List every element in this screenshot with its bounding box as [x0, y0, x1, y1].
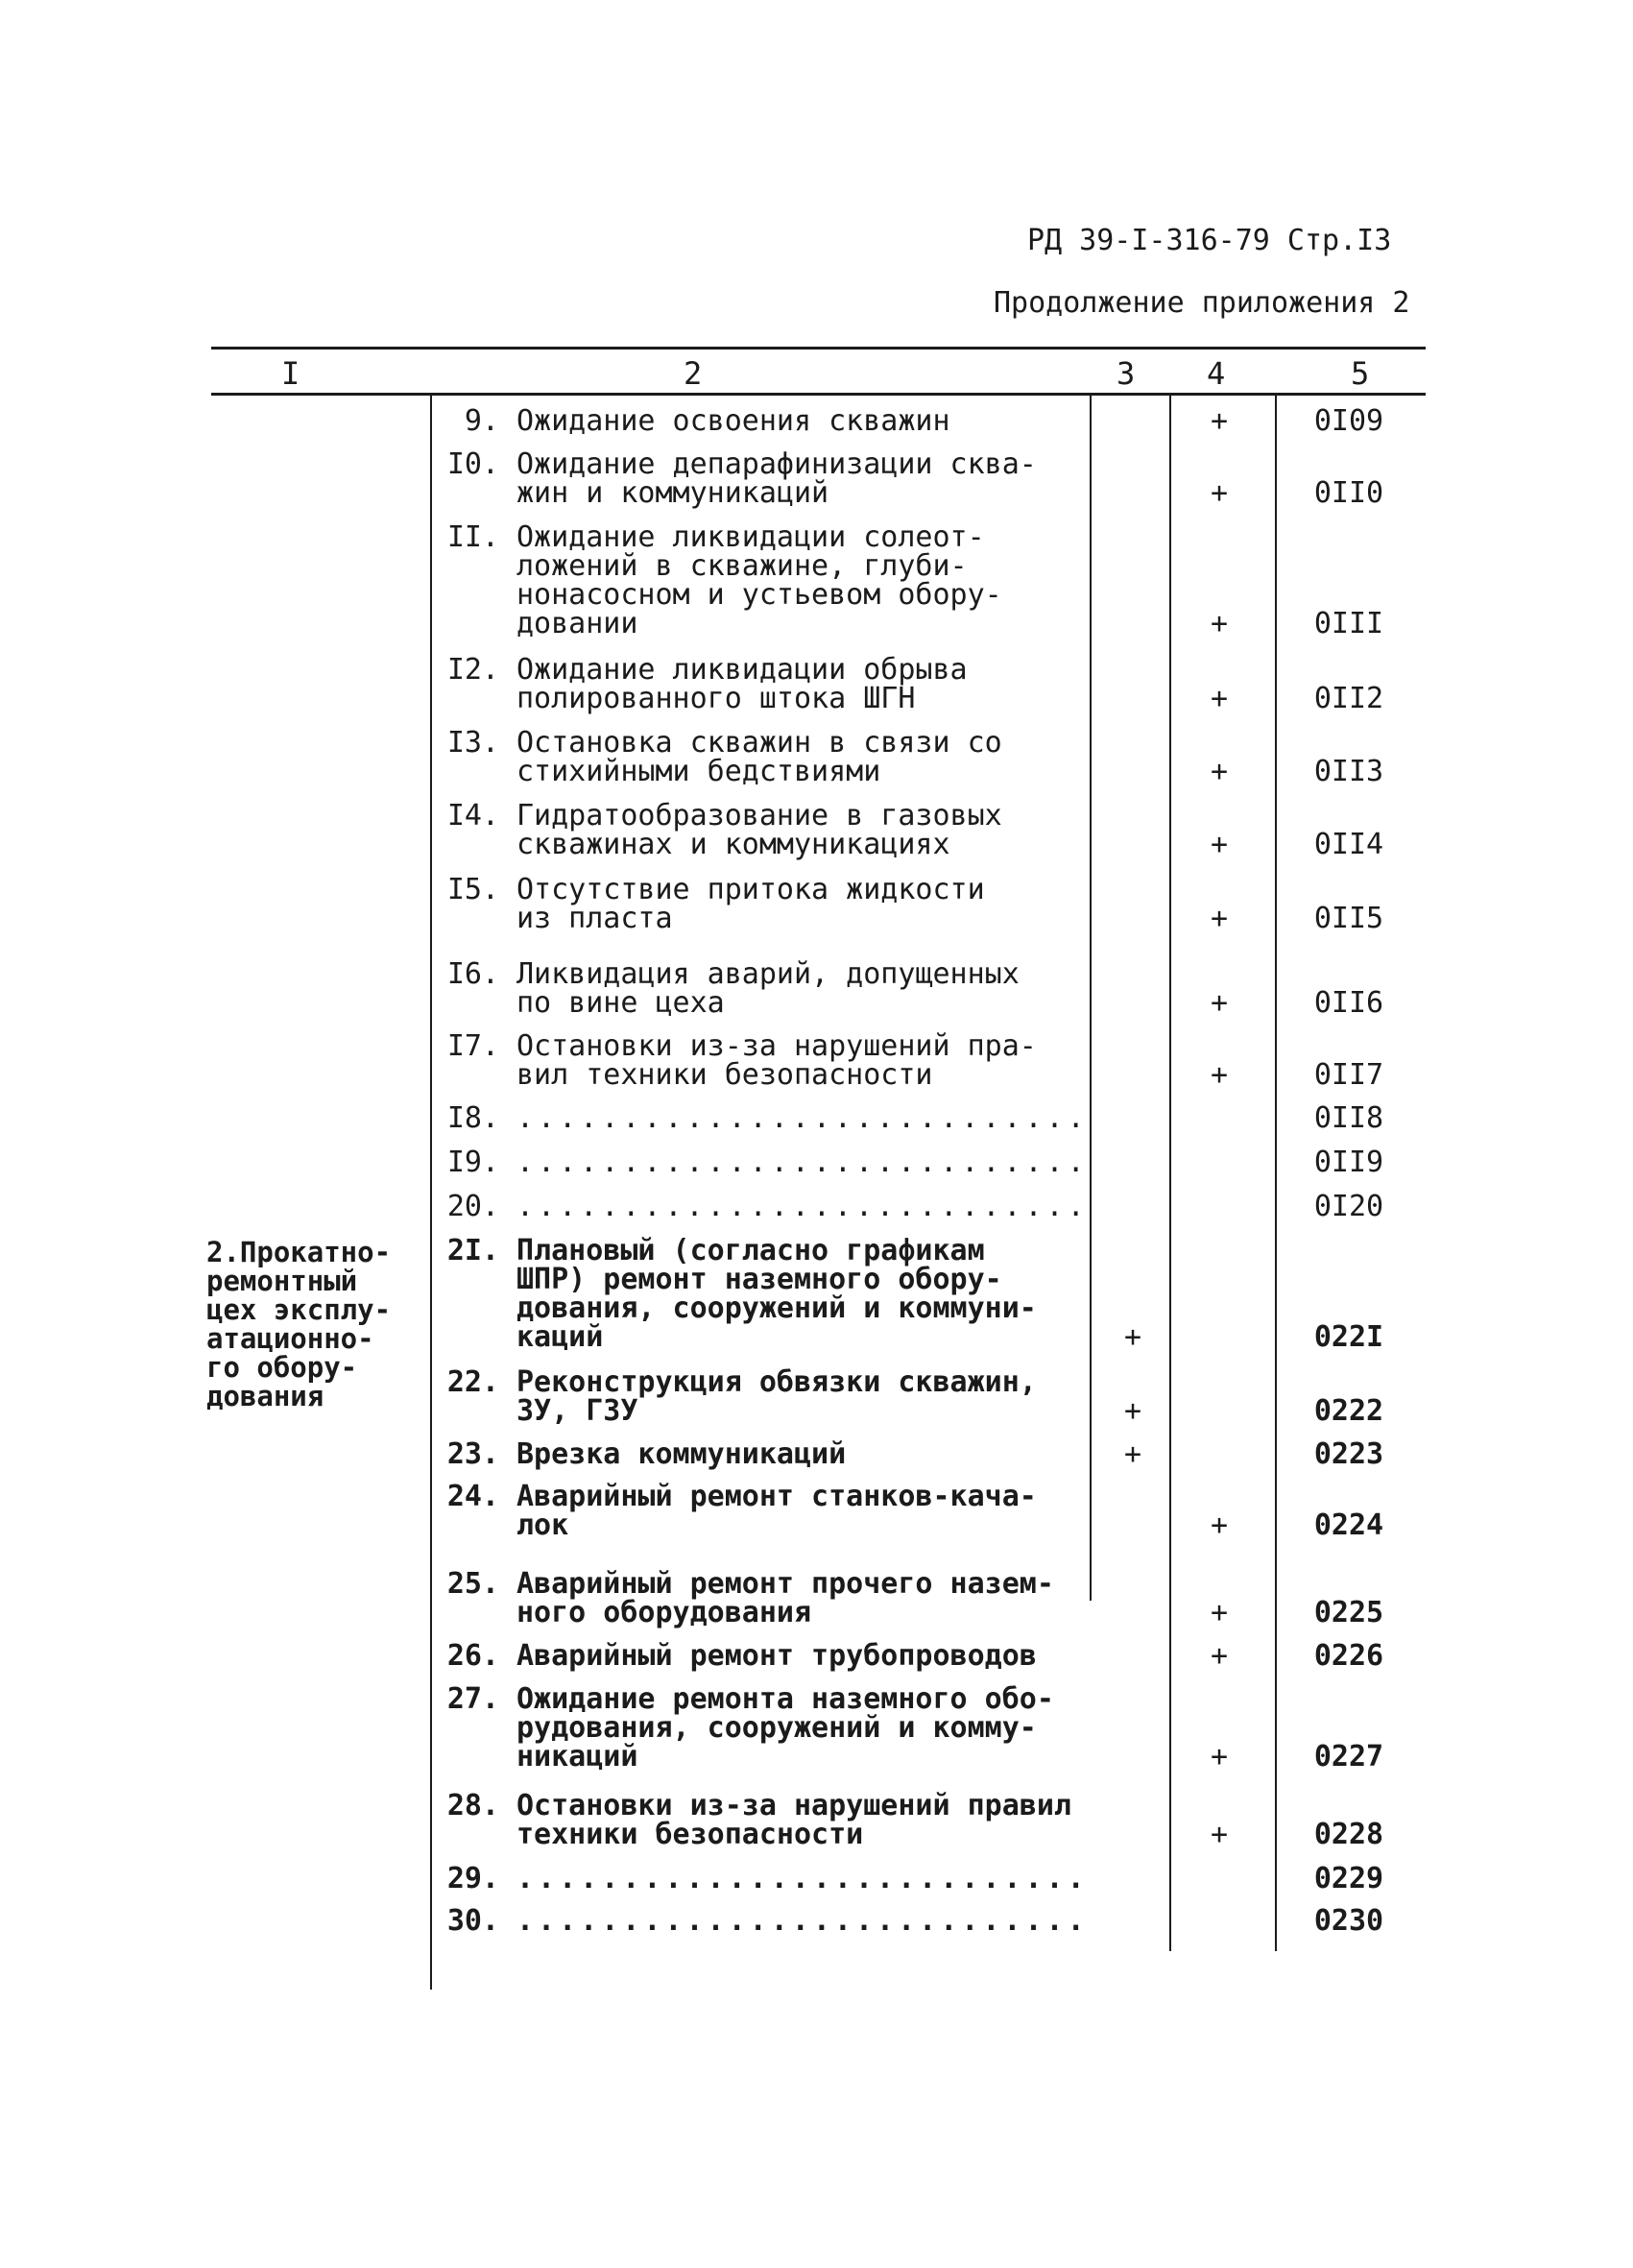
column-header-3: 3 [1117, 355, 1136, 392]
column-4-mark: + [1210, 902, 1229, 935]
column-4-mark: + [1210, 1508, 1229, 1542]
table-header-rule [211, 393, 1426, 396]
page-header: РД 39-I-316-79 Стр.I3 [1027, 224, 1392, 257]
row-text: ........................... [516, 1101, 1089, 1135]
column-4-mark: + [1210, 682, 1229, 715]
row-number: 24. [446, 1480, 499, 1513]
column-4-mark: + [1210, 476, 1229, 510]
row-code: 0222 [1313, 1394, 1384, 1428]
column-4-mark: + [1210, 1639, 1229, 1673]
row-code: 0226 [1313, 1639, 1384, 1673]
row-text: Остановка скважин в связи со стихийными бедствиями [516, 726, 1002, 788]
row-number: 25. [446, 1567, 499, 1601]
row-number: 29. [446, 1862, 499, 1895]
column-header-5: 5 [1351, 355, 1370, 392]
row-code: 0II8 [1313, 1101, 1384, 1135]
row-code: 0II9 [1313, 1146, 1384, 1179]
column-divider-4-5 [1275, 396, 1277, 1951]
row-code: 0II5 [1313, 902, 1384, 935]
row-number: 30. [446, 1904, 499, 1938]
column-4-mark: + [1210, 1740, 1229, 1773]
row-code: 0II6 [1313, 986, 1384, 1020]
row-number: II. [446, 520, 499, 554]
row-number: I3. [446, 726, 499, 760]
column-3-mark: + [1123, 1394, 1142, 1428]
column-4-mark: + [1210, 755, 1229, 788]
row-code: 0225 [1313, 1596, 1384, 1629]
section-2-label: 2.Прокатно- ремонтный цех эксплу- атационно- го обору- дования [206, 1236, 392, 1412]
row-number: I7. [446, 1029, 499, 1063]
row-text: ........................... [516, 1904, 1089, 1938]
row-text: Ликвидация аварий, допущенных по вине цеха [516, 957, 1020, 1020]
column-4-mark: + [1210, 607, 1229, 640]
column-4-mark: + [1210, 828, 1229, 861]
row-code: 0223 [1313, 1437, 1384, 1471]
row-number: 26. [446, 1639, 499, 1673]
row-code: 0II7 [1313, 1058, 1384, 1092]
row-text: Аварийный ремонт прочего назем- ного оборудования [516, 1567, 1054, 1629]
column-header-2: 2 [684, 355, 703, 392]
continuation-note: Продолжение приложения 2 [994, 286, 1410, 320]
row-code: 0229 [1313, 1862, 1384, 1895]
column-4-mark: + [1210, 1058, 1229, 1092]
column-3-mark: + [1123, 1437, 1142, 1471]
row-code: 0II4 [1313, 828, 1384, 861]
row-number: 27. [446, 1682, 499, 1716]
row-text: Аварийный ремонт трубопроводов [516, 1639, 1037, 1673]
row-code: 0III [1313, 607, 1384, 640]
row-text: Плановый (согласно графикам ШПР) ремонт наземного обору- дования, сооружений и коммуни- каций [516, 1234, 1037, 1354]
row-number: 22. [446, 1365, 499, 1399]
column-4-mark: + [1210, 404, 1229, 438]
column-header-4: 4 [1207, 355, 1226, 392]
column-4-mark: + [1210, 986, 1229, 1020]
row-code: 0I09 [1313, 404, 1384, 438]
row-text: Ожидание ликвидации обрыва полированного штока ШГН [516, 653, 968, 715]
row-text: Остановки из-за нарушений пра- вил техники безопасности [516, 1029, 1037, 1092]
column-header-1: I [281, 355, 300, 392]
row-code: 0228 [1313, 1818, 1384, 1851]
row-text: Гидратообразование в газовых скважинах и коммуникациях [516, 799, 1002, 861]
row-text: Ожидание ликвидации солеот- ложений в скважине, глуби- нонасосном и устьевом обору- довании [516, 520, 1002, 640]
column-4-mark: + [1210, 1818, 1229, 1851]
row-number: I0. [446, 447, 499, 481]
row-text: Врезка коммуникаций [516, 1437, 847, 1471]
row-code: 0224 [1313, 1508, 1384, 1542]
row-number: 28. [446, 1789, 499, 1822]
row-number: 9. [464, 404, 499, 438]
row-text: ........................... [516, 1862, 1089, 1895]
row-number: 23. [446, 1437, 499, 1471]
row-text: Отсутствие притока жидкости из пласта [516, 873, 985, 935]
row-text: Ожидание ремонта наземного обо- рудования, сооружений и комму- никаций [516, 1682, 1054, 1773]
table-top-rule [211, 347, 1426, 350]
row-text: Остановки из-за нарушений правил техники безопасности [516, 1789, 1071, 1851]
row-number: I6. [446, 957, 499, 991]
row-number: I2. [446, 653, 499, 687]
row-code: 022I [1313, 1320, 1384, 1354]
column-divider-3-4 [1169, 396, 1171, 1951]
row-number: I8. [446, 1101, 499, 1135]
row-number: I4. [446, 799, 499, 832]
row-code: 0230 [1313, 1904, 1384, 1938]
column-3-mark: + [1123, 1320, 1142, 1354]
row-text: Ожидание освоения скважин [516, 404, 950, 438]
row-text: ........................... [516, 1146, 1089, 1179]
row-text: Реконструкция обвязки скважин, ЗУ, ГЗУ [516, 1365, 1037, 1428]
row-number: 20. [446, 1190, 499, 1223]
row-code: 0II3 [1313, 755, 1384, 788]
row-code: 0I20 [1313, 1190, 1384, 1223]
row-number: 2I. [446, 1234, 499, 1267]
row-number: I9. [446, 1146, 499, 1179]
column-4-mark: + [1210, 1596, 1229, 1629]
row-text: Аварийный ремонт станков-кача- лок [516, 1480, 1037, 1542]
row-text: Ожидание депарафинизации сква- жин и коммуникаций [516, 447, 1037, 510]
row-code: 0II0 [1313, 476, 1384, 510]
row-text: ........................... [516, 1190, 1089, 1223]
row-number: I5. [446, 873, 499, 906]
row-code: 0II2 [1313, 682, 1384, 715]
row-code: 0227 [1313, 1740, 1384, 1773]
